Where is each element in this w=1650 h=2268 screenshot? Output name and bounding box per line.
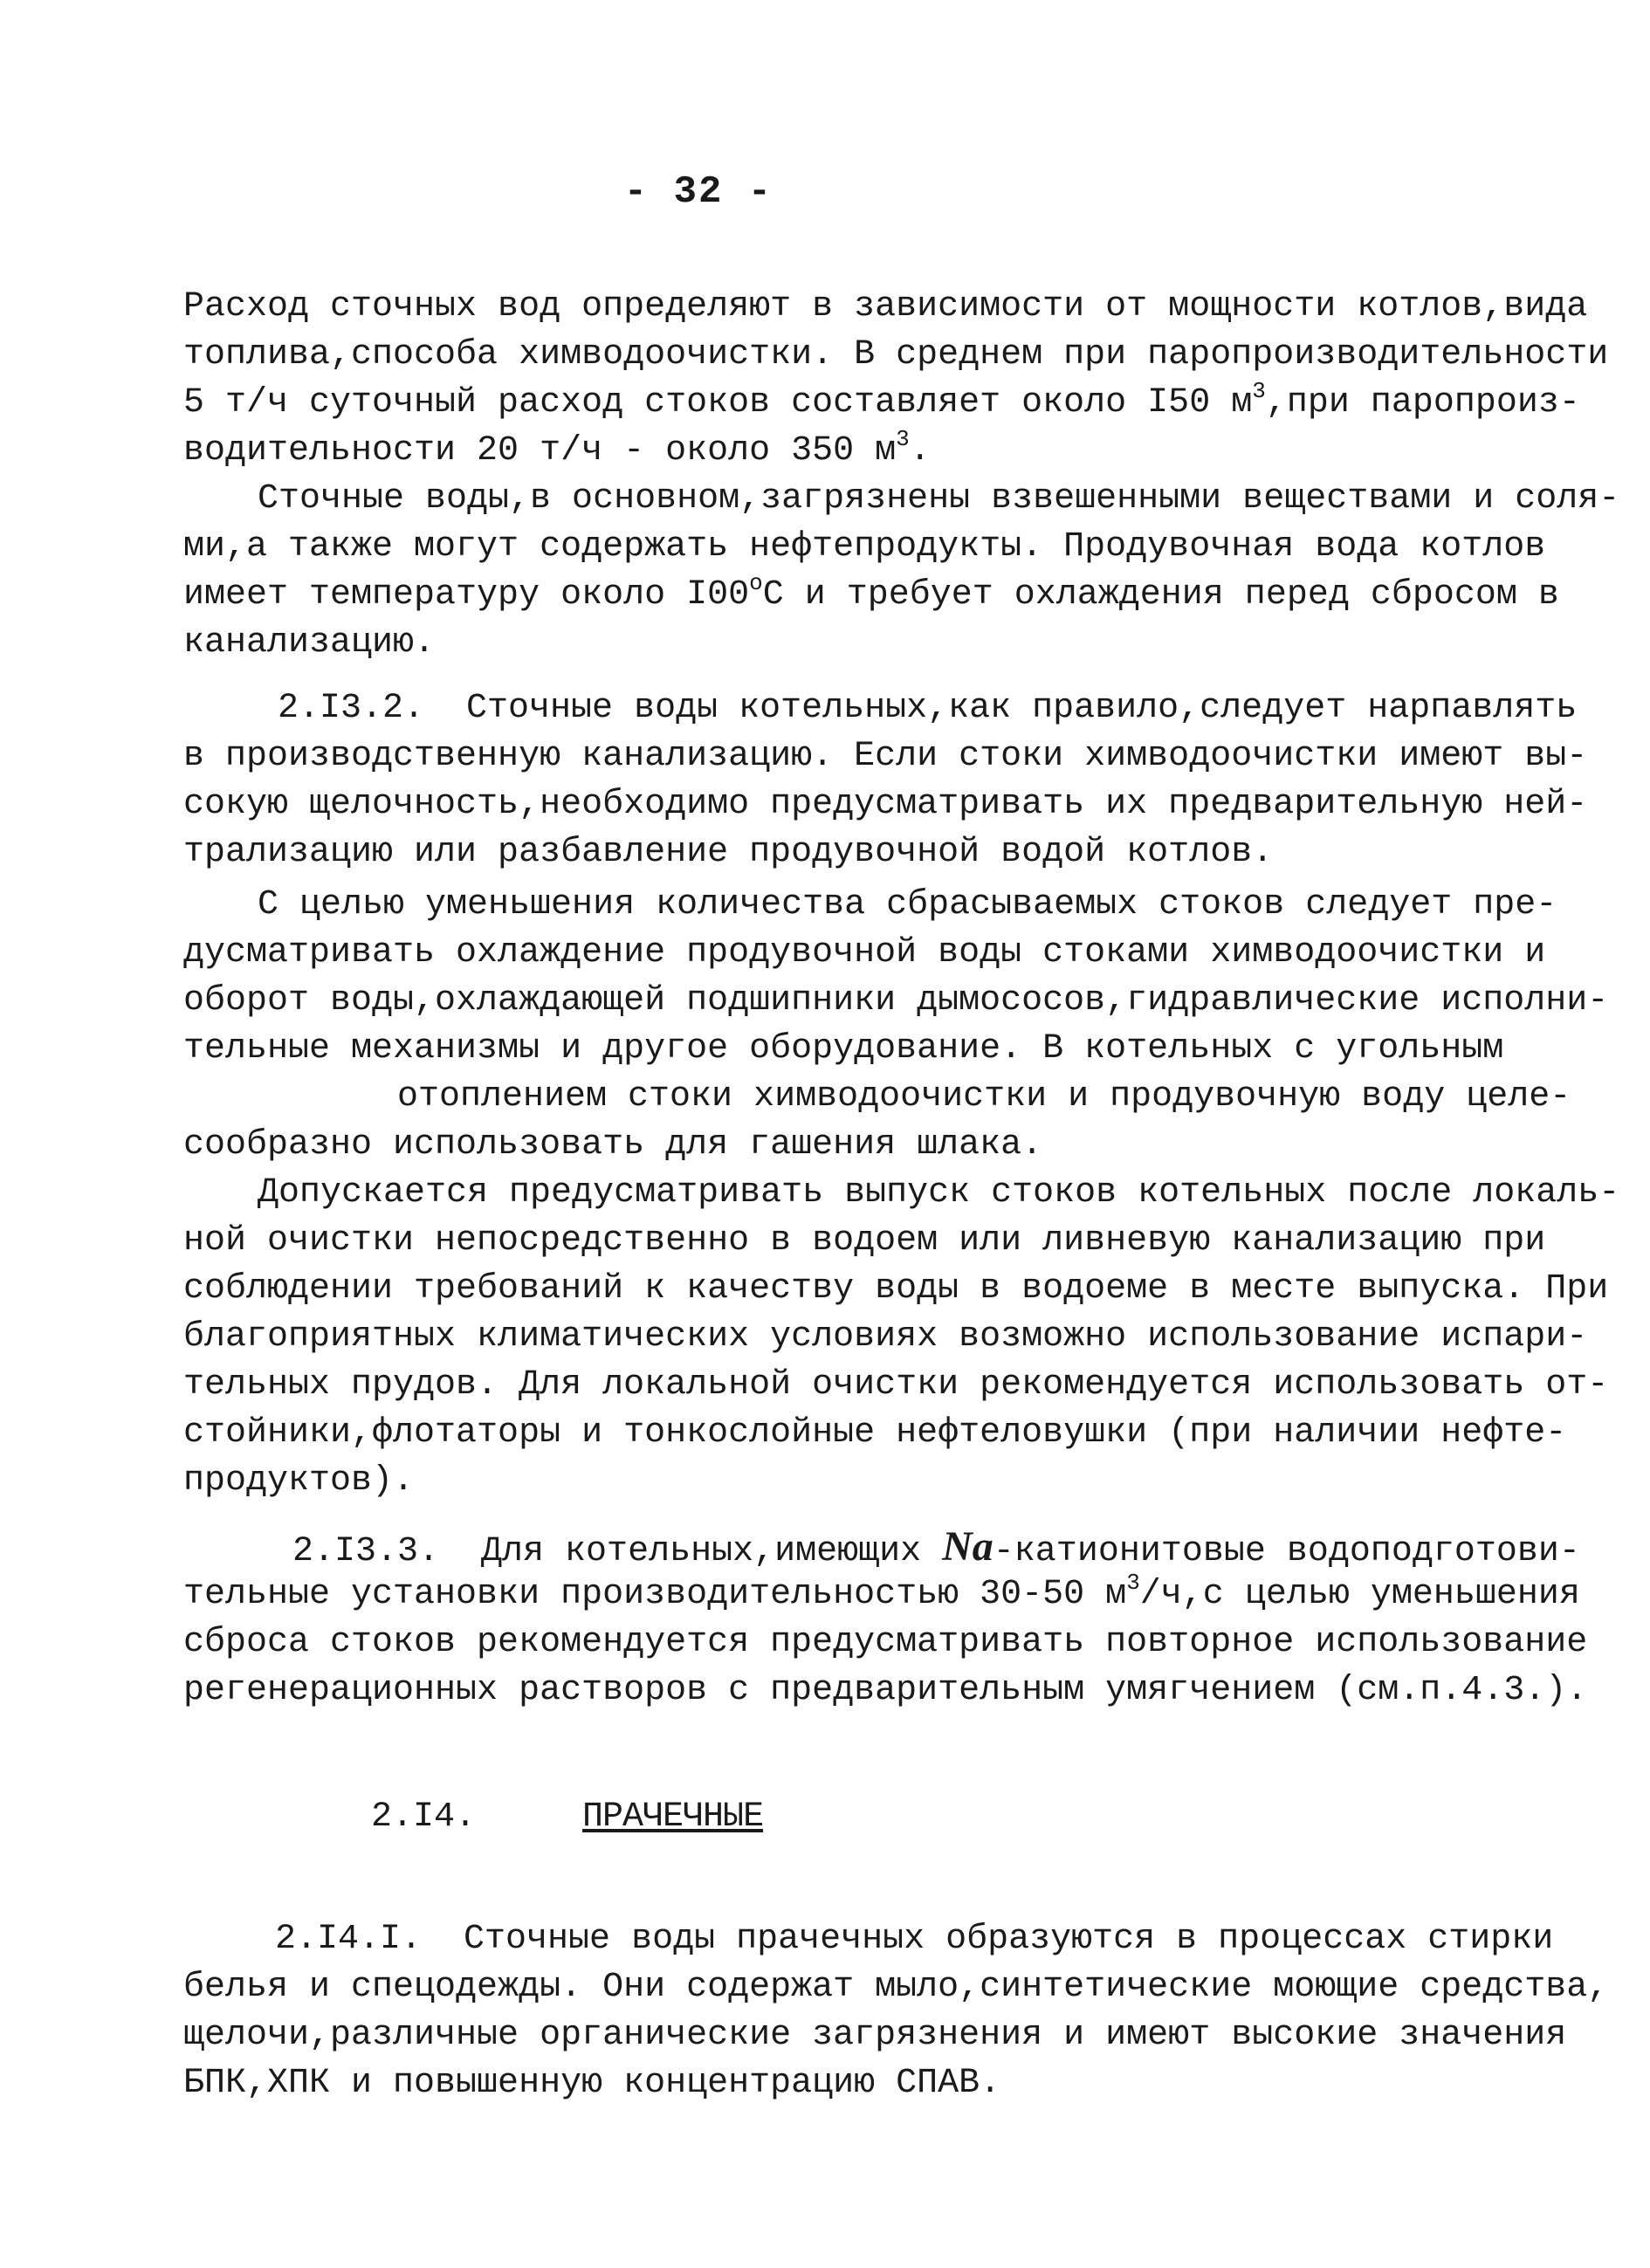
- p3-line-1: 2.I3.2. Сточные воды котельных,как правило,следует нарпавлять: [278, 689, 1578, 728]
- section-number: 2.I4.: [371, 1797, 477, 1837]
- p2-line-3-tail: С и требует охлаждения перед сбросом в: [762, 575, 1559, 615]
- p2-line-2: ми,а также могут содержать нефтепродукты. Продувочная вода котлов: [183, 527, 1546, 567]
- superscript-3: 3: [1252, 378, 1266, 404]
- p1-line-4-text: водительности 20 т/ч - около 350 м: [183, 431, 897, 471]
- p6-line-2-tail: /ч,с целью уменьшения: [1139, 1575, 1580, 1614]
- p2-line-3: [183, 572, 1559, 619]
- p7-line-1: 2.I4.I. Сточные воды прачечных образуются в процессах стирки: [275, 1920, 1554, 1959]
- p6-line-1-tail: -катионитовые водоподготови-: [993, 1532, 1580, 1571]
- p6-line-3: сброса стоков рекомендуется предусматривать повторное использование: [183, 1623, 1588, 1662]
- p1-line-3-tail: ,при паропроиз-: [1265, 383, 1580, 423]
- p6-line-2-text: тельные установки производительностью 30-50 м: [183, 1575, 1127, 1614]
- p1-line-3: [183, 380, 1580, 427]
- p4-line-2: дусматривать охлаждение продувочной воды стоками химводоочистки и: [183, 933, 1546, 972]
- p7-line-2: белья и спецодежды. Они содержат мыло,синтетические моющие средства,: [183, 1968, 1609, 2007]
- p5-line-4: благоприятных климатических условиях возможно использование испари-: [183, 1317, 1588, 1357]
- p3-line-4: трализацию или разбавление продувочной водой котлов.: [183, 833, 1274, 872]
- p5-line-2: ной очистки непосредственно в водоем или ливневую канализацию при: [183, 1221, 1546, 1261]
- p7-line-3: щелочи,различные органические загрязнения и имеют высокие значения: [183, 2016, 1567, 2055]
- p6-line-1-text: 2.I3.3. Для котельных,имеющих: [292, 1532, 943, 1571]
- p4-line-1: С целью уменьшения количества сбрасываемых стоков следует пре-: [258, 885, 1557, 924]
- p3-line-3: сокую щелочность,необходимо предусматривать их предварительную ней-: [183, 785, 1588, 824]
- p1-line-2: топлива,способа химводоочистки. В среднем при паропроизводительности: [183, 335, 1609, 375]
- p2-line-3-text: имеет температуру около I00: [183, 575, 750, 615]
- section-heading: [371, 1794, 763, 1841]
- p4-line-4: тельные механизмы и другое оборудование. В котельных с угольным: [183, 1029, 1504, 1069]
- p6-line-2: [183, 1571, 1580, 1619]
- p7-line-4: БПК,ХПК и повышенную концентрацию СПАВ.: [183, 2064, 1001, 2103]
- p1-line-4-tail: .: [909, 431, 931, 471]
- p4-line-3: оборот воды,охлаждающей подшипники дымососов,гидравлические исполни-: [183, 981, 1609, 1021]
- p3-line-2: в производственную канализацию. Если стоки химводоочистки имеют вы-: [183, 737, 1588, 776]
- page-number: - 32 -: [623, 170, 773, 214]
- p6-line-1: [292, 1523, 1580, 1576]
- p2-line-4: канализацию.: [183, 623, 436, 663]
- p1-line-1: Расход сточных вод определяют в зависимости от мощности котлов,вида: [183, 287, 1588, 326]
- superscript-degree: о: [749, 570, 763, 596]
- p5-line-5: тельных прудов. Для локальной очистки рекомендуется использовать от-: [183, 1365, 1609, 1405]
- p4-line-5: отоплением стоки химводоочистки и продувочную воду целе-: [397, 1077, 1571, 1117]
- superscript-3: 3: [1126, 1570, 1140, 1596]
- p2-line-1: Сточные воды,в основном,загрязнены взвешенными веществами и соля-: [258, 479, 1620, 519]
- na-symbol: Na: [942, 1523, 993, 1570]
- section-title: ПРАЧЕЧНЫЕ: [582, 1797, 764, 1837]
- superscript-3: 3: [896, 426, 910, 452]
- p5-line-7: продуктов).: [183, 1461, 415, 1501]
- p6-line-4: регенерационных растворов с предварительным умягчением (см.п.4.3.).: [183, 1671, 1588, 1710]
- p1-line-4: [183, 428, 931, 475]
- p5-line-6: стойники,флотаторы и тонкослойные нефтеловушки (при наличии нефте-: [183, 1413, 1567, 1453]
- p4-line-6: сообразно использовать для гашения шлака.: [183, 1125, 1043, 1165]
- p5-line-3: соблюдении требований к качеству воды в водоеме в месте выпуска. При: [183, 1269, 1609, 1309]
- p1-line-3-text: 5 т/ч суточный расход стоков составляет около I50 м: [183, 383, 1253, 423]
- p5-line-1: Допускается предусматривать выпуск стоков котельных после локаль-: [258, 1173, 1620, 1213]
